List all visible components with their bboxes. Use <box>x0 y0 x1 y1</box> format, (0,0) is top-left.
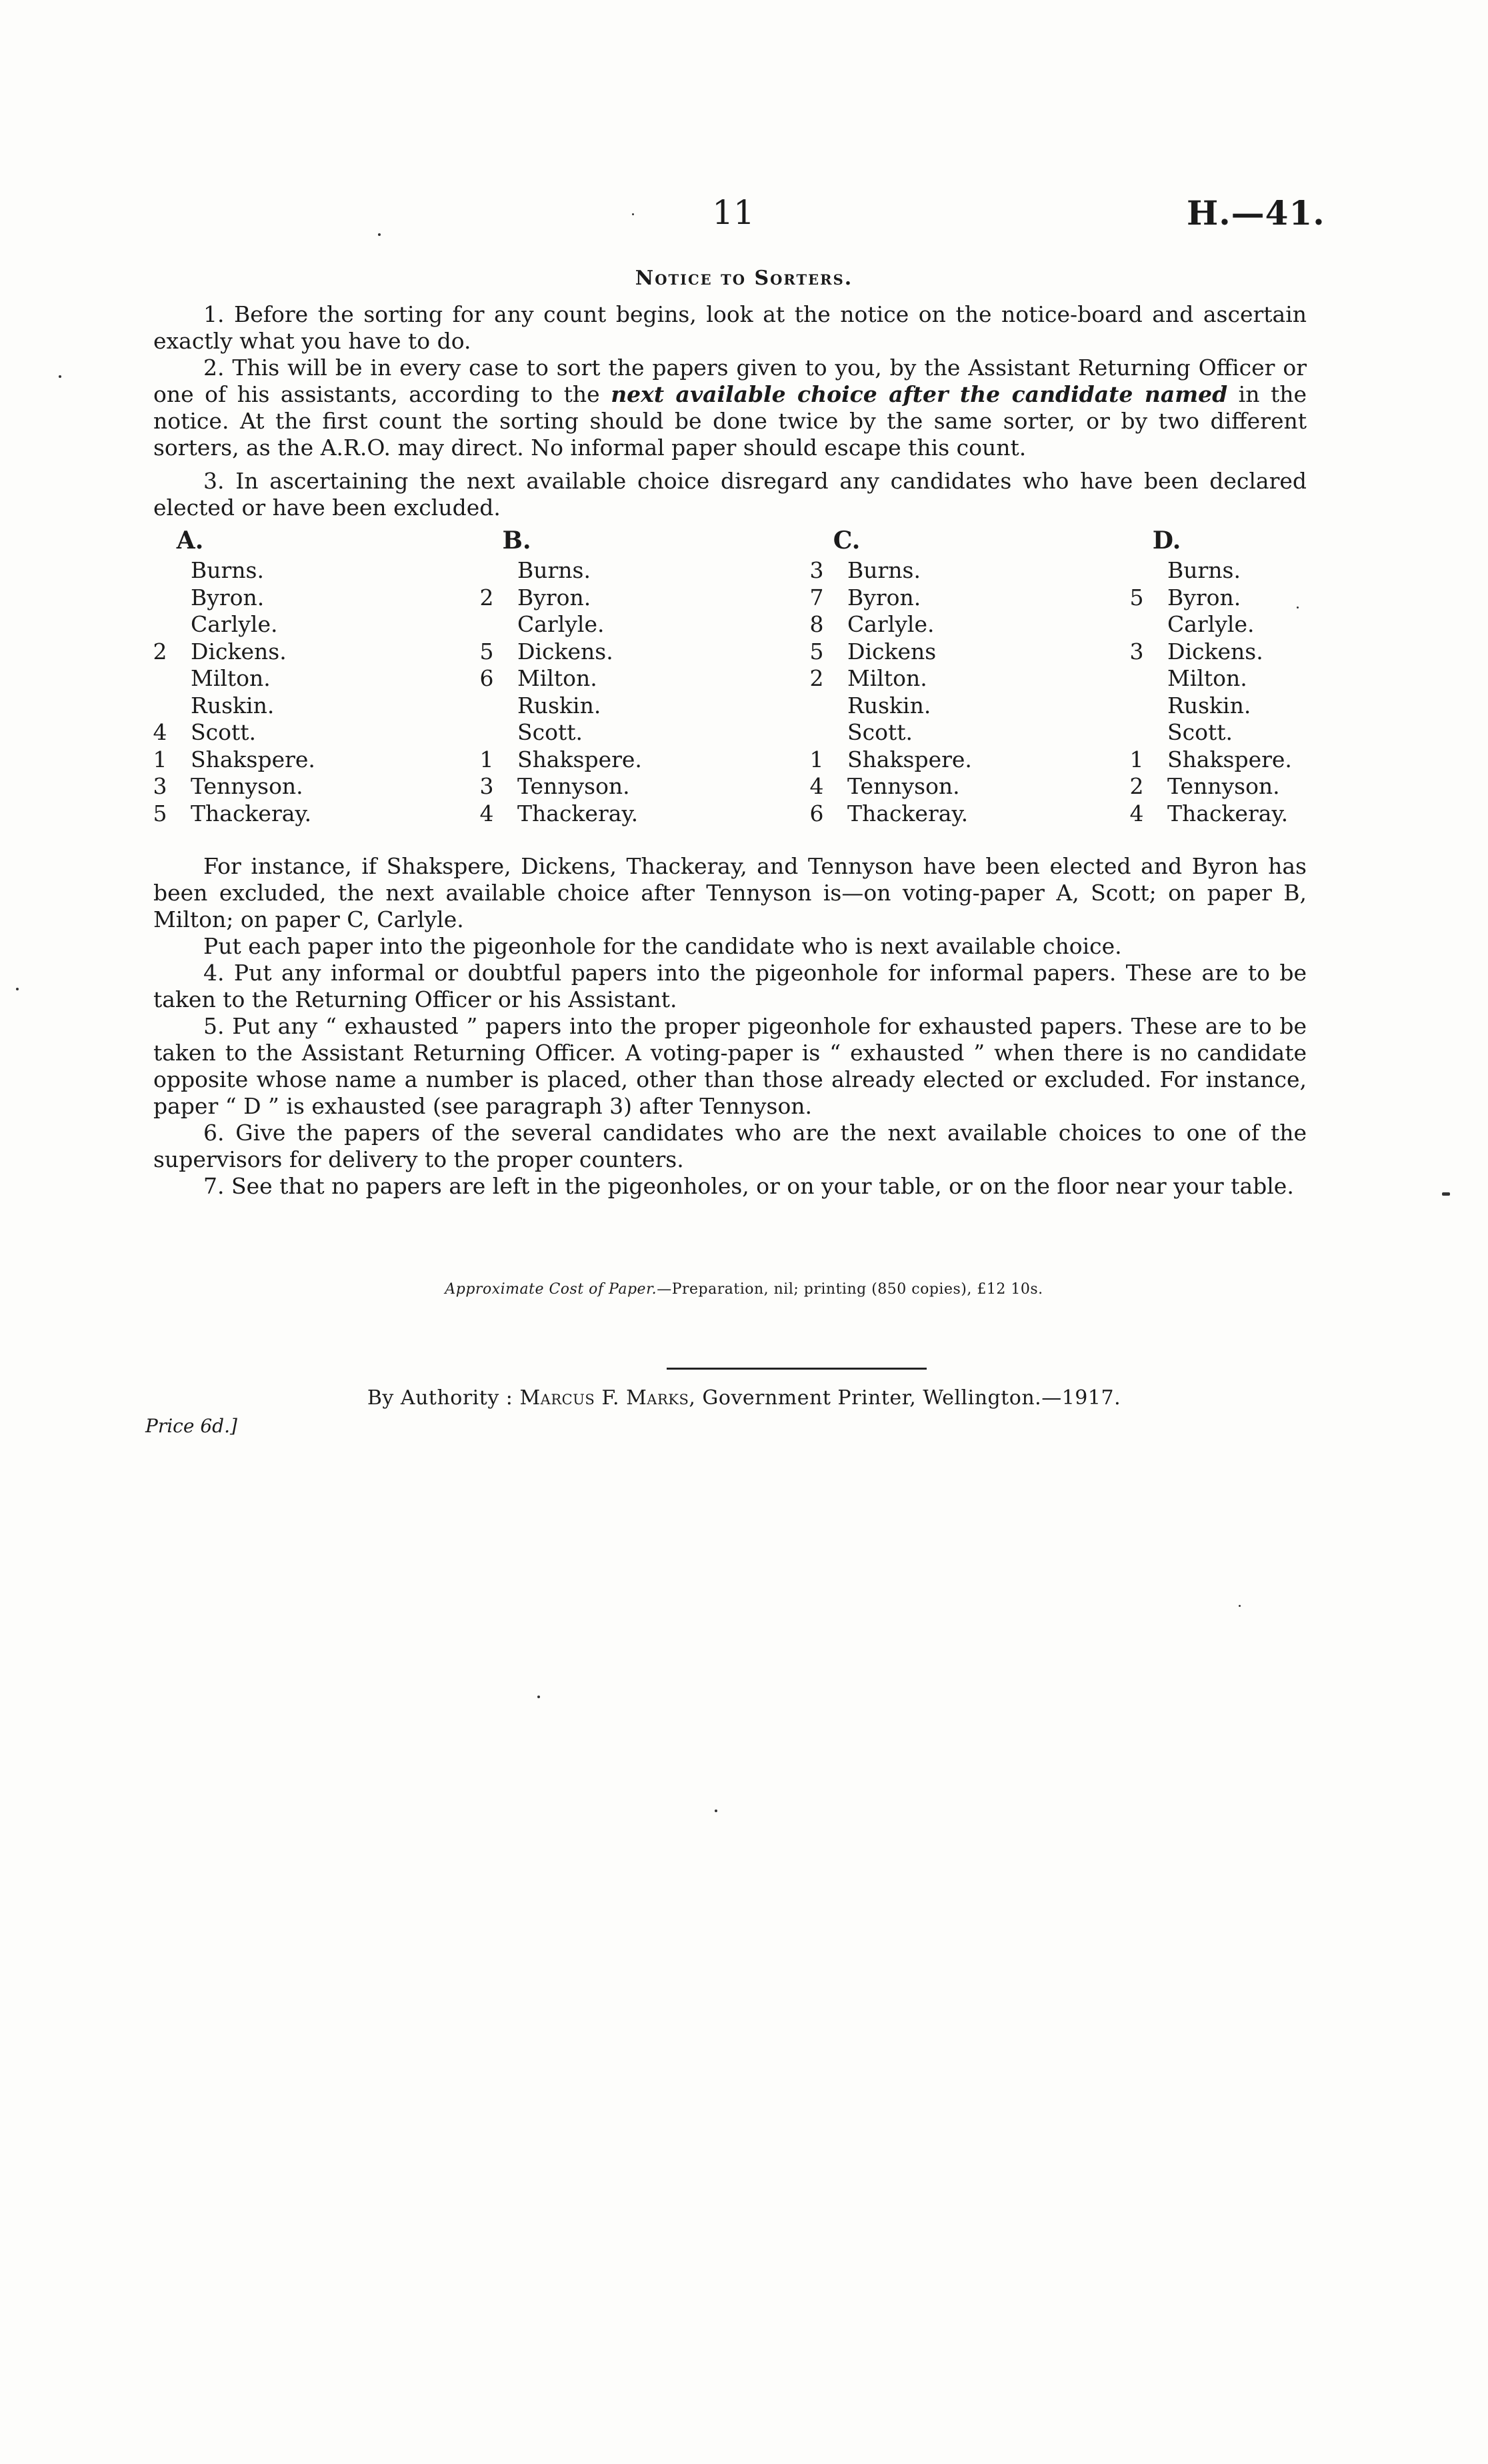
scan-speck <box>16 988 19 990</box>
candidate-name: Milton. <box>191 665 271 691</box>
candidate-name: Shakspere. <box>517 746 642 772</box>
candidate-name: Ruskin. <box>517 692 601 718</box>
scan-speck <box>1442 1192 1450 1196</box>
preference-number: 1 <box>153 746 167 772</box>
page-number: 11 <box>712 193 755 232</box>
candidate-row <box>147 800 413 828</box>
candidate-row <box>147 611 413 638</box>
cost-text: —Preparation, nil; printing (850 copies), £12 10s. <box>657 1281 1043 1298</box>
authority-line <box>0 1386 1488 1410</box>
preference-number: 4 <box>1129 800 1144 826</box>
voting-paper-column <box>803 527 1070 827</box>
candidate-row <box>473 585 740 612</box>
candidate-name: Carlyle. <box>847 611 935 637</box>
paragraph-2-part-a: 2. This will be in every case to sort the papers given to you, by the Assistant Returning Officer or one of his assistants, according to the <box>153 355 1307 407</box>
candidate-name: Thackeray. <box>191 800 312 826</box>
candidate-row <box>1123 611 1390 638</box>
candidate-name: Thackeray. <box>517 800 639 826</box>
candidate-name: Burns. <box>847 557 921 583</box>
candidate-row <box>473 611 740 638</box>
paragraph-6: 6. Give the papers of the several candidates who are the next available choices to one of the supervisors for delivery to the proper counters. <box>153 1120 1307 1172</box>
preference-number: 3 <box>809 557 824 583</box>
candidate-row <box>147 665 413 692</box>
candidate-row <box>803 719 1070 746</box>
candidate-row <box>473 638 740 666</box>
paragraph-1: 1. Before the sorting for any count begins, look at the notice on the notice-board and ascertain exactly what you have to do. <box>153 301 1307 354</box>
candidate-name: Dickens <box>847 638 937 664</box>
candidate-row <box>803 638 1070 666</box>
candidate-row <box>1123 692 1390 720</box>
candidate-name: Scott. <box>517 719 583 745</box>
preference-number: 2 <box>153 638 167 664</box>
candidate-name: Thackeray. <box>1167 800 1289 826</box>
preference-number: 3 <box>479 773 494 799</box>
candidate-row <box>147 638 413 666</box>
candidate-row <box>473 800 740 828</box>
candidate-name: Burns. <box>191 557 264 583</box>
voting-paper-column <box>473 527 740 827</box>
preference-number: 6 <box>479 665 494 691</box>
scan-speck <box>378 233 381 236</box>
candidate-name: Tennyson. <box>517 773 630 799</box>
candidate-name: Dickens. <box>1167 638 1263 664</box>
candidate-row <box>147 557 413 585</box>
preference-number: 5 <box>809 638 824 664</box>
candidate-row <box>803 800 1070 828</box>
preference-number: 3 <box>153 773 167 799</box>
candidate-row <box>1123 773 1390 800</box>
candidate-row <box>147 719 413 746</box>
preference-number: 5 <box>153 800 167 826</box>
candidate-name: Ruskin. <box>191 692 275 718</box>
paragraph-5: 5. Put any “ exhausted ” papers into the proper pigeonhole for exhausted papers. These are to be taken to the Assistant Returning Officer. A voting-paper is “ exhausted ” when there is no candidate opposite whose name a number is placed, other than those already elected or excluded. For instance, paper “ D ” is exhausted (see paragraph 3) after Tennyson. <box>153 1013 1307 1119</box>
candidate-row <box>1123 585 1390 612</box>
candidate-name: Burns. <box>1167 557 1241 583</box>
scan-speck <box>715 1810 717 1812</box>
preference-number: 7 <box>809 584 824 611</box>
candidate-row <box>473 746 740 774</box>
instruction-paragraph: Put each paper into the pigeonhole for the candidate who is next available choice. <box>203 933 1122 959</box>
candidate-row <box>1123 665 1390 692</box>
candidate-row <box>473 557 740 585</box>
paragraph-3: 3. In ascertaining the next available choice disregard any candidates who have been declared elected or have been excluded. <box>153 468 1307 521</box>
paragraph-2 <box>153 355 1307 461</box>
candidate-name: Milton. <box>1167 665 1247 691</box>
candidate-row <box>803 557 1070 585</box>
candidate-row <box>473 665 740 692</box>
price-note: Price 6d.] <box>145 1415 237 1437</box>
document-reference: H.—41. <box>1187 193 1325 233</box>
candidate-row <box>803 665 1070 692</box>
candidate-name: Tennyson. <box>191 773 303 799</box>
candidate-row <box>1123 638 1390 666</box>
candidate-row <box>803 692 1070 720</box>
scan-speck <box>59 375 61 378</box>
candidate-name: Tennyson. <box>1167 773 1280 799</box>
candidate-name: Byron. <box>517 584 591 611</box>
preference-number: 5 <box>1129 584 1144 611</box>
candidate-name: Ruskin. <box>847 692 931 718</box>
cost-note <box>0 1281 1488 1298</box>
candidate-name: Carlyle. <box>191 611 278 637</box>
candidate-name: Milton. <box>517 665 597 691</box>
voting-paper-label: C. <box>833 527 861 555</box>
candidate-name: Shakspere. <box>1167 746 1292 772</box>
candidate-name: Scott. <box>847 719 913 745</box>
candidate-name: Milton. <box>847 665 927 691</box>
preference-number: 6 <box>809 800 824 826</box>
preference-number: 2 <box>479 584 494 611</box>
candidate-row <box>473 773 740 800</box>
printer-name: Marcus F. Marks <box>519 1386 689 1410</box>
paragraph-2-part-b: in the notice. At the first count the sorting should be done twice by the same sorter, or by two different sorters, as the A.R.O. may direct. No informal paper should escape this count. <box>153 381 1307 461</box>
voting-paper-label: A. <box>176 527 204 555</box>
candidate-name: Carlyle. <box>517 611 605 637</box>
scan-speck <box>1297 607 1299 609</box>
preference-number: 2 <box>1129 773 1144 799</box>
candidate-row <box>147 746 413 774</box>
candidate-name: Burns. <box>517 557 591 583</box>
scan-speck <box>632 213 634 215</box>
voting-paper-column <box>147 527 413 827</box>
cost-label: Approximate Cost of Paper. <box>445 1281 657 1298</box>
candidate-row <box>1123 800 1390 828</box>
candidate-row <box>1123 746 1390 774</box>
candidate-name: Scott. <box>191 719 256 745</box>
voting-paper-label: B. <box>502 527 531 555</box>
candidate-row <box>473 692 740 720</box>
scan-speck <box>537 1696 540 1698</box>
preference-number: 1 <box>1129 746 1144 772</box>
candidate-row <box>1123 557 1390 585</box>
candidate-name: Shakspere. <box>847 746 972 772</box>
example-paragraph: For instance, if Shakspere, Dickens, Thackeray, and Tennyson have been elected and Byron has been excluded, the next available choice after Tennyson is—on voting-paper A, Scott; on paper B, Milton; on paper C, Carlyle. <box>153 853 1307 932</box>
preference-number: 4 <box>479 800 494 826</box>
preference-number: 1 <box>479 746 494 772</box>
candidate-name: Ruskin. <box>1167 692 1251 718</box>
candidate-row <box>803 746 1070 774</box>
paragraph-7: 7. See that no papers are left in the pigeonholes, or on your table, or on the floor near your table. <box>203 1173 1294 1199</box>
candidate-row <box>803 585 1070 612</box>
preference-number: 4 <box>809 773 824 799</box>
preference-number: 1 <box>809 746 824 772</box>
candidate-name: Carlyle. <box>1167 611 1255 637</box>
paragraph-2-emphasis: next available choice after the candidate named <box>611 381 1228 407</box>
candidate-row <box>1123 719 1390 746</box>
preference-number: 8 <box>809 611 824 637</box>
voting-paper-column <box>1123 527 1390 827</box>
candidate-row <box>803 773 1070 800</box>
candidate-name: Byron. <box>847 584 921 611</box>
candidate-row <box>147 585 413 612</box>
authority-prefix: By Authority : <box>367 1386 513 1410</box>
candidate-name: Dickens. <box>191 638 287 664</box>
candidate-name: Thackeray. <box>847 800 969 826</box>
candidate-name: Scott. <box>1167 719 1233 745</box>
paragraph-4: 4. Put any informal or doubtful papers into the pigeonhole for informal papers. These are to be taken to the Returning Officer or his Assistant. <box>153 960 1307 1012</box>
voting-paper-label: D. <box>1152 527 1181 555</box>
section-heading: Notice to Sorters. <box>635 267 853 290</box>
candidate-row <box>473 719 740 746</box>
horizontal-rule <box>667 1368 927 1370</box>
candidate-name: Shakspere. <box>191 746 315 772</box>
candidate-name: Tennyson. <box>847 773 960 799</box>
candidate-row <box>147 773 413 800</box>
preference-number: 5 <box>479 638 494 664</box>
preference-number: 3 <box>1129 638 1144 664</box>
candidate-row <box>147 692 413 720</box>
scan-speck <box>1239 1605 1241 1607</box>
candidate-name: Byron. <box>191 584 265 611</box>
preference-number: 2 <box>809 665 824 691</box>
candidate-name: Byron. <box>1167 584 1241 611</box>
authority-suffix: , Government Printer, Wellington.—1917. <box>689 1386 1121 1410</box>
candidate-row <box>803 611 1070 638</box>
preference-number: 4 <box>153 719 167 745</box>
candidate-name: Dickens. <box>517 638 613 664</box>
